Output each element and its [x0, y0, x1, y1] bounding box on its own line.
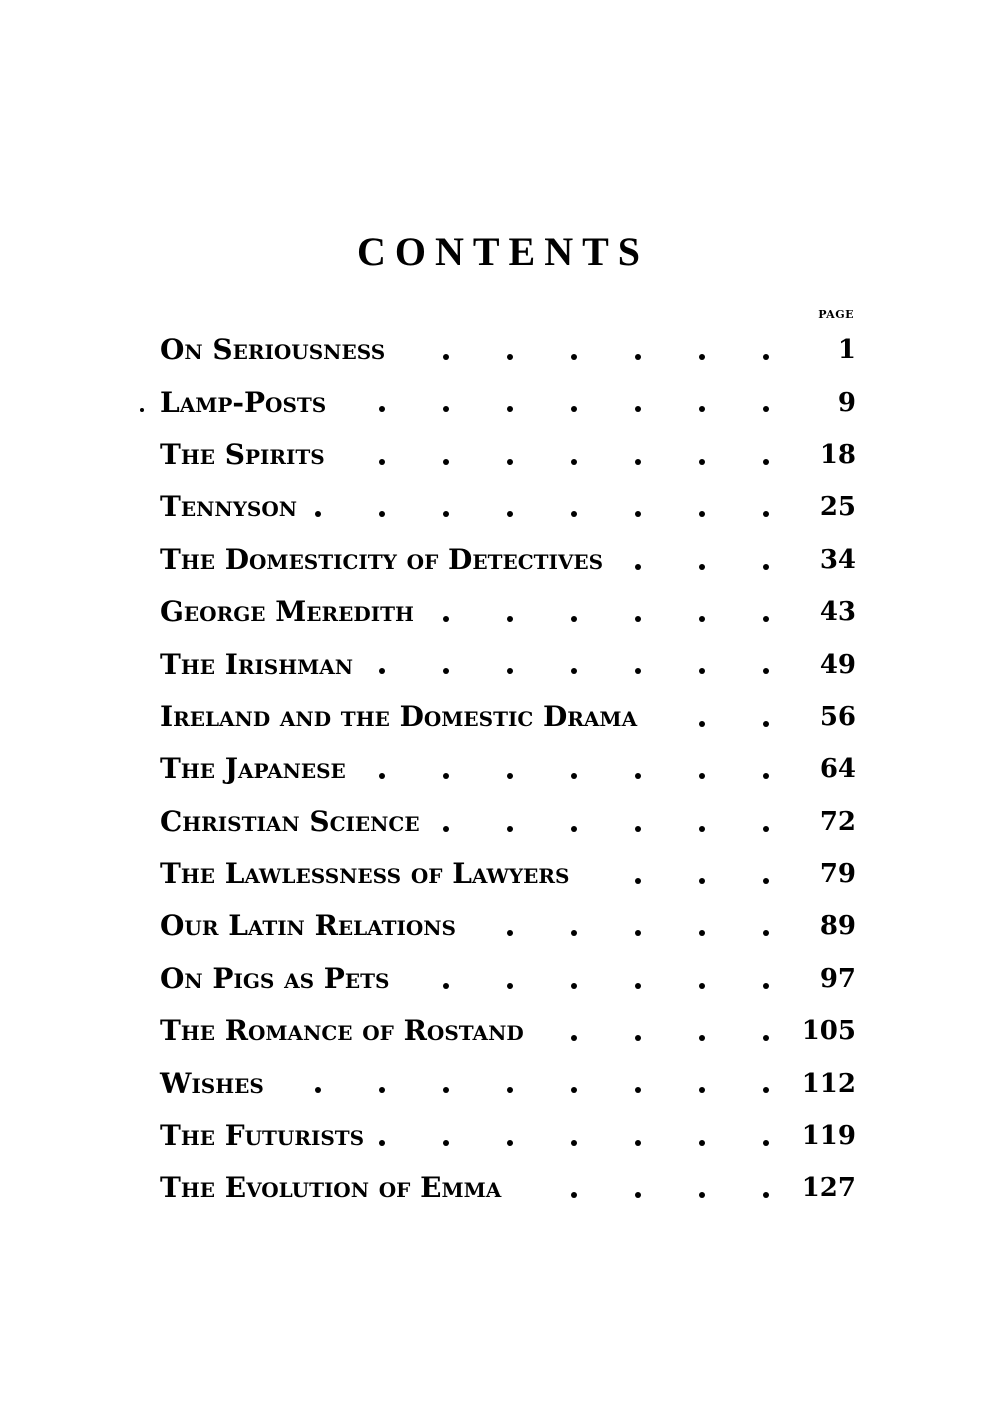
leader-dot	[699, 1035, 705, 1041]
leader-dot	[443, 1087, 449, 1093]
leader-dot	[635, 459, 641, 465]
leader-dot	[763, 668, 769, 674]
leader-dot	[571, 930, 577, 936]
toc-entry-title: George Meredith	[160, 597, 420, 627]
leader-dot	[699, 721, 705, 727]
toc-entry-page-number: 18	[819, 439, 856, 470]
leader-dot	[635, 983, 641, 989]
leader-dot	[699, 616, 705, 622]
leader-dot	[635, 354, 641, 360]
leader-dot	[379, 668, 385, 674]
stray-ink-mark	[140, 408, 144, 412]
toc-entry-title: Tennyson	[160, 492, 303, 522]
leader-dot	[379, 773, 385, 779]
toc-entry-page-number: 34	[819, 544, 856, 575]
leader-dot	[571, 773, 577, 779]
toc-entry[interactable]	[160, 1057, 856, 1109]
toc-entry-title: Lamp-Posts	[160, 388, 332, 418]
leader-dot	[443, 354, 449, 360]
toc-entry-title: On Seriousness	[160, 335, 391, 365]
leader-dot	[763, 1035, 769, 1041]
leader-dot	[571, 354, 577, 360]
toc-entry[interactable]	[160, 638, 856, 690]
leader-dot	[699, 826, 705, 832]
toc-entry[interactable]	[160, 743, 856, 795]
leader-dot	[635, 511, 641, 517]
leader-dot	[699, 564, 705, 570]
toc-entry[interactable]	[160, 848, 856, 900]
toc-entry-page-number: 72	[819, 806, 856, 837]
toc-entry-page-number: 43	[819, 597, 856, 628]
leader-dot	[443, 1140, 449, 1146]
leader-dot	[635, 406, 641, 412]
toc-entry[interactable]	[160, 1110, 856, 1162]
toc-entry-page-number: 64	[819, 754, 856, 785]
toc-entry-page-number: 119	[801, 1121, 856, 1152]
leader-dot	[635, 826, 641, 832]
leader-dot	[763, 826, 769, 832]
leader-dot	[699, 930, 705, 936]
leader-dot	[507, 354, 513, 360]
leader-dot	[635, 878, 641, 884]
toc-entry[interactable]	[160, 691, 856, 743]
toc-entry-title: The Irishman	[160, 650, 359, 680]
leader-dot	[763, 459, 769, 465]
leader-dot	[443, 616, 449, 622]
leader-dot	[699, 354, 705, 360]
leader-dot	[699, 406, 705, 412]
leader-dot	[315, 511, 321, 517]
leader-dot	[507, 1140, 513, 1146]
toc-entry-title: The Spirits	[160, 440, 331, 470]
leader-dot	[443, 773, 449, 779]
leader-dot	[763, 930, 769, 936]
leader-dot	[635, 1140, 641, 1146]
toc-entry-page-number: 25	[819, 492, 856, 523]
leader-dot	[571, 1035, 577, 1041]
leader-dot	[571, 511, 577, 517]
toc-entry-title: The Romance of Rostand	[160, 1016, 530, 1046]
table-of-contents	[160, 324, 856, 1215]
leader-dot	[763, 564, 769, 570]
toc-entry-page-number: 127	[801, 1173, 856, 1204]
leader-dot	[763, 773, 769, 779]
leader-dot	[763, 878, 769, 884]
toc-entry-title: Christian Science	[160, 807, 426, 837]
leader-dot	[635, 616, 641, 622]
toc-entry-page-number: 105	[801, 1016, 856, 1047]
toc-entry-page-number: 97	[819, 963, 856, 994]
leader-dot	[507, 983, 513, 989]
leader-dot	[763, 1087, 769, 1093]
toc-entry-page-number: 89	[819, 911, 856, 942]
toc-entry[interactable]	[160, 953, 856, 1005]
leader-dot	[699, 878, 705, 884]
toc-entry-page-number: 56	[819, 701, 856, 732]
leader-dot	[443, 459, 449, 465]
leader-dot	[635, 564, 641, 570]
leader-dot	[763, 406, 769, 412]
leader-dot	[507, 511, 513, 517]
leader-dot	[507, 773, 513, 779]
toc-entry-title: Our Latin Relations	[160, 911, 462, 941]
leader-dot	[315, 1087, 321, 1093]
leader-dot	[571, 459, 577, 465]
toc-entry-page-number: 9	[837, 387, 856, 418]
leader-dot	[763, 354, 769, 360]
leader-dot	[699, 1087, 705, 1093]
toc-entry[interactable]	[160, 429, 856, 481]
toc-entry-page-number: 1	[837, 335, 856, 366]
leader-dot	[571, 1192, 577, 1198]
leader-dot	[507, 406, 513, 412]
toc-entry[interactable]	[160, 586, 856, 638]
leader-dot	[635, 1192, 641, 1198]
leader-dot	[699, 459, 705, 465]
leader-dot	[507, 459, 513, 465]
page-title: CONTENTS	[356, 229, 650, 274]
leader-dot	[635, 668, 641, 674]
leader-dot	[763, 1140, 769, 1146]
leader-dot	[635, 1035, 641, 1041]
leader-dot	[763, 1192, 769, 1198]
leader-dot	[443, 668, 449, 674]
toc-entry-title: Wishes	[160, 1069, 270, 1099]
leader-dot	[699, 1192, 705, 1198]
leader-dot	[699, 1140, 705, 1146]
toc-entry-title: The Domesticity of Detectives	[160, 545, 609, 575]
leader-dot	[379, 406, 385, 412]
leader-dot	[635, 1087, 641, 1093]
leader-dot	[763, 983, 769, 989]
leader-dot	[571, 668, 577, 674]
toc-entry-title: The Japanese	[160, 754, 352, 784]
leader-dot	[507, 668, 513, 674]
leader-dot	[635, 773, 641, 779]
leader-dot	[507, 930, 513, 936]
leader-dot	[763, 511, 769, 517]
leader-dot	[571, 983, 577, 989]
leader-dot	[443, 826, 449, 832]
toc-entry[interactable]	[160, 1005, 856, 1057]
toc-entry[interactable]	[160, 324, 856, 376]
toc-entry-title: The Lawlessness of Lawyers	[160, 859, 576, 889]
toc-entry-title: On Pigs as Pets	[160, 964, 395, 994]
leader-dot	[507, 826, 513, 832]
toc-entry[interactable]	[160, 376, 856, 428]
leader-dot	[571, 406, 577, 412]
toc-entry-title: The Futurists	[160, 1121, 370, 1151]
toc-entry[interactable]	[160, 534, 856, 586]
toc-entry-page-number: 79	[819, 859, 856, 890]
leader-dot	[379, 1087, 385, 1093]
leader-dot	[379, 1140, 385, 1146]
toc-entry-page-number: 49	[819, 649, 856, 680]
toc-entry[interactable]	[160, 900, 856, 952]
toc-entry-page-number: 112	[801, 1068, 856, 1099]
page-column-label: PAGE	[818, 308, 854, 321]
leader-dot	[699, 773, 705, 779]
toc-entry[interactable]	[160, 796, 856, 848]
leader-dot	[571, 1140, 577, 1146]
leader-dot	[635, 930, 641, 936]
leader-dot	[507, 616, 513, 622]
leader-dot	[571, 826, 577, 832]
leader-dot	[571, 1087, 577, 1093]
leader-dot	[379, 511, 385, 517]
leader-dot	[763, 616, 769, 622]
leader-dot	[571, 616, 577, 622]
leader-dot	[379, 459, 385, 465]
leader-dot	[763, 721, 769, 727]
leader-dot	[443, 511, 449, 517]
toc-entry-title: Ireland and the Domestic Drama	[160, 702, 643, 732]
leader-dot	[699, 983, 705, 989]
toc-entry[interactable]	[160, 481, 856, 533]
leader-dot	[443, 406, 449, 412]
toc-entry-title: The Evolution of Emma	[160, 1173, 507, 1203]
leader-dot	[699, 511, 705, 517]
leader-dot	[507, 1087, 513, 1093]
leader-dot	[443, 983, 449, 989]
toc-entry[interactable]	[160, 1162, 856, 1214]
leader-dot	[699, 668, 705, 674]
